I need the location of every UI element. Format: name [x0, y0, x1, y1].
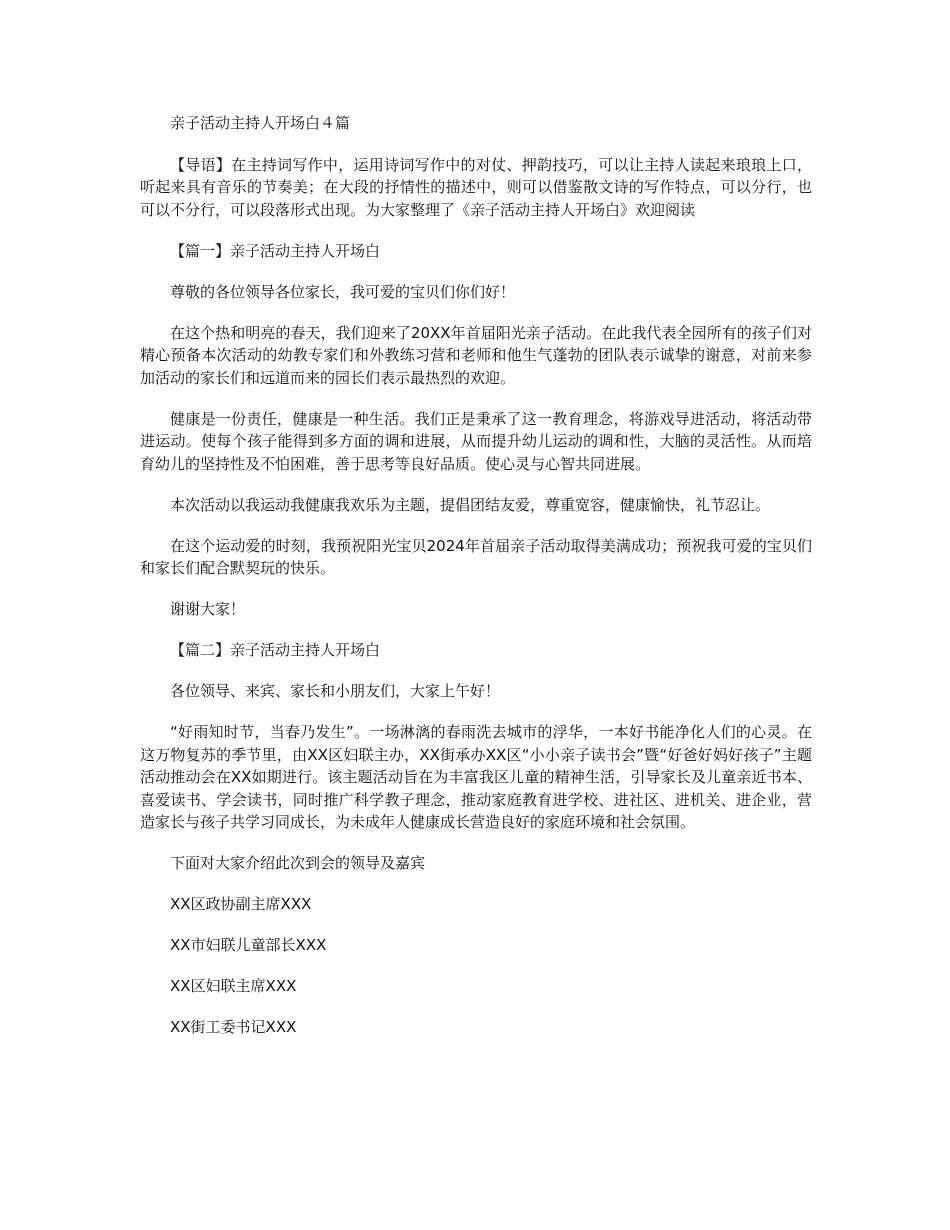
paragraph: 在这个热和明亮的春天，我们迎来了20XX年首届阳光亲子活动。在此我代表全园所有的孩子们对精心预备本次活动的幼教专家们和外教练习营和老师和他生气蓬勃的团队表示诚挚的谢意，对前来参加活动的家长们和远道而来的园长们表示最热烈的欢迎。 — [140, 323, 812, 387]
document-title: 亲子活动主持人开场白４篇 — [170, 114, 351, 132]
section-heading-1: 【篇一】亲子活动主持人开场白 — [170, 241, 381, 260]
paragraph: 健康是一份责任，健康是一种生活。我们正是秉承了这一教育理念，将游戏导进活动，将活动带进运动。使每个孩子能得到多方面的调和进展，从而提升幼儿运动的调和性，大脑的灵活性。从而培育幼儿的坚持性及不怕困难，善于思考等良好品质。使心灵与心智共同进展。 — [140, 409, 812, 473]
paragraph: 各位领导、来宾、家长和小朋友们，大家上午好！ — [170, 682, 501, 700]
guest-list-item: XX区妇联主席XXX — [170, 977, 297, 995]
paragraph: 本次活动以我运动我健康我欢乐为主题，提倡团结友爱，尊重宽容，健康愉快，礼节忍让。 — [170, 495, 771, 514]
guest-list-item: XX街工委书记XXX — [170, 1018, 297, 1036]
paragraph: “好雨知时节，当春乃发生”。一场淋漓的春雨洗去城市的浮华，一本好书能净化人们的心灵。在这万物复苏的季节里，由XX区妇联主办，XX街承办XX区“小小亲子读书会”暨“好爸好妈好孩子”主题活动推动会在XX如期进行。该主题活动旨在为丰富我区儿童的精神生活，引导家长及儿童亲近书本、喜爱读书、学会读书，同时推广科学教子理念，推动家庭教育进学校、进社区、进机关、进企业，营造家长与孩子共学习同成长，为未成年人健康成长营造良好的家庭环境和社会氛围。 — [140, 723, 812, 831]
paragraph: 在这个运动爱的时刻，我预祝阳光宝贝2024年首届亲子活动取得美满成功；预祝我可爱的宝贝们和家长们配合默契玩的快乐。 — [140, 536, 812, 577]
paragraph: 谢谢大家！ — [170, 600, 246, 618]
paragraph: 下面对大家介绍此次到会的领导及嘉宾 — [170, 854, 426, 872]
document-page — [140, 112, 812, 1057]
guest-list-item: XX区政协副主席XXX — [170, 895, 312, 913]
paragraph-intro: 【导语】在主持词写作中，运用诗词写作中的对仗、押韵技巧，可以让主持人读起来琅琅上口，听起来具有音乐的节奏美；在大段的抒情性的描述中，则可以借鉴散文诗的写作特点，可以分行，也可以不分行，可以段落形式出现。为大家整理了《亲子活动主持人开场白》欢迎阅读 — [140, 155, 812, 219]
section-heading-2: 【篇二】亲子活动主持人开场白 — [170, 641, 381, 659]
guest-list-item: XX市妇联儿童部长XXX — [170, 936, 327, 954]
paragraph: 尊敬的各位领导各位家长，我可爱的宝贝们你们好！ — [170, 282, 516, 301]
